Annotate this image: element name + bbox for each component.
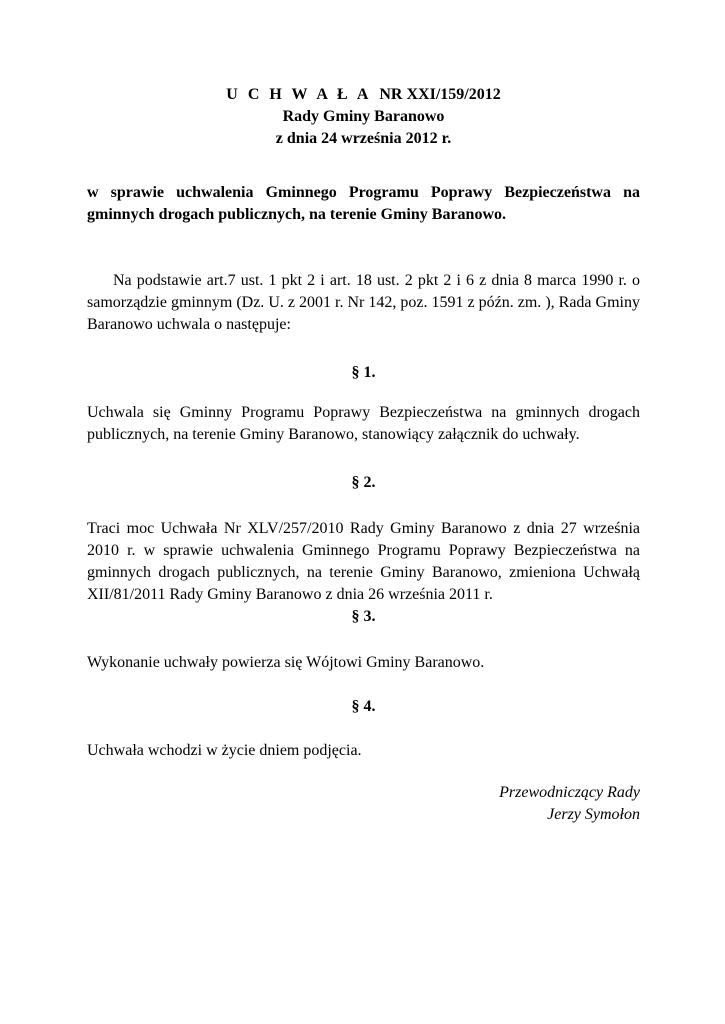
signature-block [87, 782, 640, 826]
legal-basis-preamble: Na podstawie art.7 ust. 1 pkt 2 i art. 18 ust. 2 pkt 2 i 6 z dnia 8 marca 1990 r. o samorządzie gminnym (Dz. U. z 2001 r. Nr 142, poz. 1591 z późn. zm. ), Rada Gminy Baranowo uchwala o następuje: [87, 272, 640, 333]
section-1-text: Uchwala się Gminny Programu Poprawy Bezpieczeństwa na gminnych drogach publicznych, na terenie Gminy Baranowo, stanowiący załącznik do uchwały. [87, 404, 640, 443]
signatory-name: Jerzy Symołon [547, 806, 640, 823]
section-3-text: Wykonanie uchwały powierza się Wójtowi Gminy Baranowo. [87, 654, 485, 671]
resolution-document [87, 84, 640, 826]
section-2-text: Traci moc Uchwała Nr XLV/257/2010 Rady Gminy Baranowo z dnia 27 września 2010 r. w sprawie uchwalenia Gminnego Programu Poprawy Bezpieczeństwa na gminnych drogach publicznych, na terenie Gminy Baranowo, zmieniona Uchwałą XII/81/2011 Rady Gminy Baranowo z dnia 26 września 2011 r. [87, 520, 640, 603]
document-type: U C H W A Ł A [226, 86, 372, 103]
section-2-mark: § 2. [351, 474, 376, 491]
issuing-council: Rady Gminy Baranowo [282, 108, 445, 125]
resolution-number: NR XXI/159/2012 [379, 86, 501, 103]
section-1-mark: § 1. [351, 364, 376, 381]
document-header [87, 84, 640, 150]
document-title [87, 84, 640, 106]
section-4-mark: § 4. [351, 698, 376, 715]
resolution-subject: w sprawie uchwalenia Gminnego Programu Poprawy Bezpieczeństwa na gminnych drogach publicznych, na terenie Gminy Baranowo. [87, 184, 640, 223]
section-3-mark: § 3. [351, 608, 376, 625]
resolution-date: z dnia 24 września 2012 r. [275, 130, 452, 147]
section-4-text: Uchwała wchodzi w życie dniem podjęcia. [87, 742, 362, 759]
signatory-role: Przewodniczący Rady [499, 784, 640, 801]
